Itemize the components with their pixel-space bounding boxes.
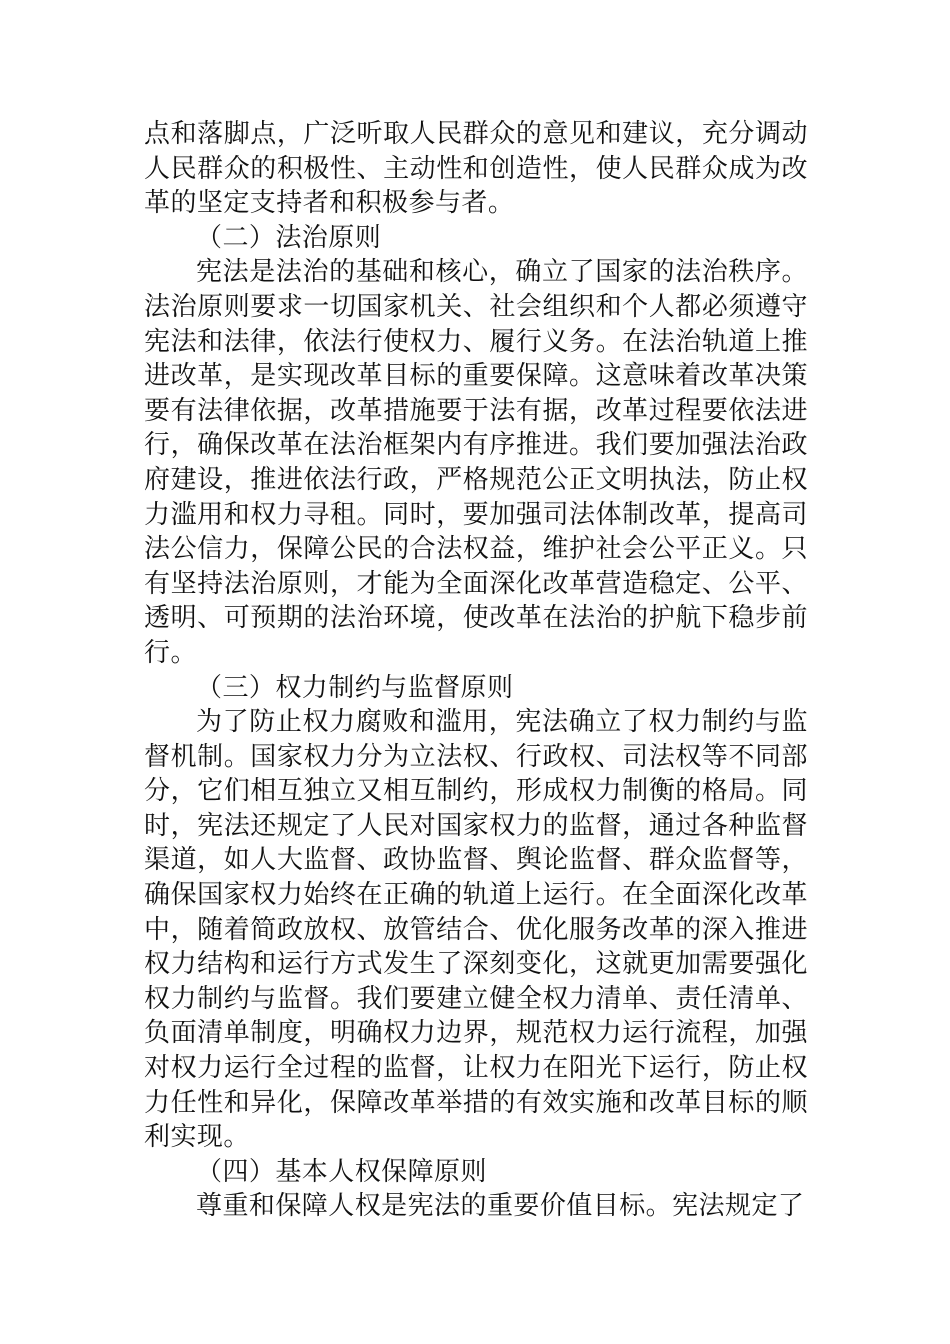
- section-heading-power-supervision: （三）权力制约与监督原则: [196, 672, 514, 703]
- section-heading-rule-of-law: （二）法治原则: [196, 222, 382, 253]
- paragraph-rule-of-law: 宪法是法治的基础和核心，确立了国家的法治秩序。法治原则要求一切国家机关、社会组织和个人都必须遵守宪法和法律，依法行使权力、履行义务。在法治轨道上推进改革，是实现改革目标的重要保障。这意味着改革决策要有法律依据，改革措施要于法有据，改革过程要依法进行，确保改革在法治框架内有序推进。我们要加强法治政府建设，推进依法行政，严格规范公正文明执法，防止权力滥用和权力寻租。同时，要加强司法体制改革，提高司法公信力，保障公民的合法权益，维护社会公平正义。只有坚持法治原则，才能为全面深化改革营造稳定、公平、透明、可预期的法治环境，使改革在法治的护航下稳步前行。: [144, 257, 808, 668]
- document-body: [144, 117, 808, 1224]
- section-heading-human-rights: （四）基本人权保障原则: [196, 1156, 487, 1187]
- paragraph-continued: 点和落脚点，广泛听取人民群众的意见和建议，充分调动人民群众的积极性、主动性和创造性，使人民群众成为改革的坚定支持者和积极参与者。: [144, 119, 808, 219]
- paragraph-power-supervision: 为了防止权力腐败和滥用，宪法确立了权力制约与监督机制。国家权力分为立法权、行政权、司法权等不同部分，它们相互独立又相互制约，形成权力制衡的格局。同时，宪法还规定了人民对国家权力的监督，通过各种监督渠道，如人大监督、政协监督、舆论监督、群众监督等，确保国家权力始终在正确的轨道上运行。在全面深化改革中，随着简政放权、放管结合、优化服务改革的深入推进权力结构和运行方式发生了深刻变化，这就更加需要强化权力制约与监督。我们要建立健全权力清单、责任清单、负面清单制度，明确权力边界，规范权力运行流程，加强对权力运行全过程的监督，让权力在阳光下运行，防止权力任性和异化，保障改革举措的有效实施和改革目标的顺利实现。: [144, 707, 808, 1153]
- paragraph-human-rights: 尊重和保障人权是宪法的重要价值目标。宪法规定了: [196, 1191, 805, 1222]
